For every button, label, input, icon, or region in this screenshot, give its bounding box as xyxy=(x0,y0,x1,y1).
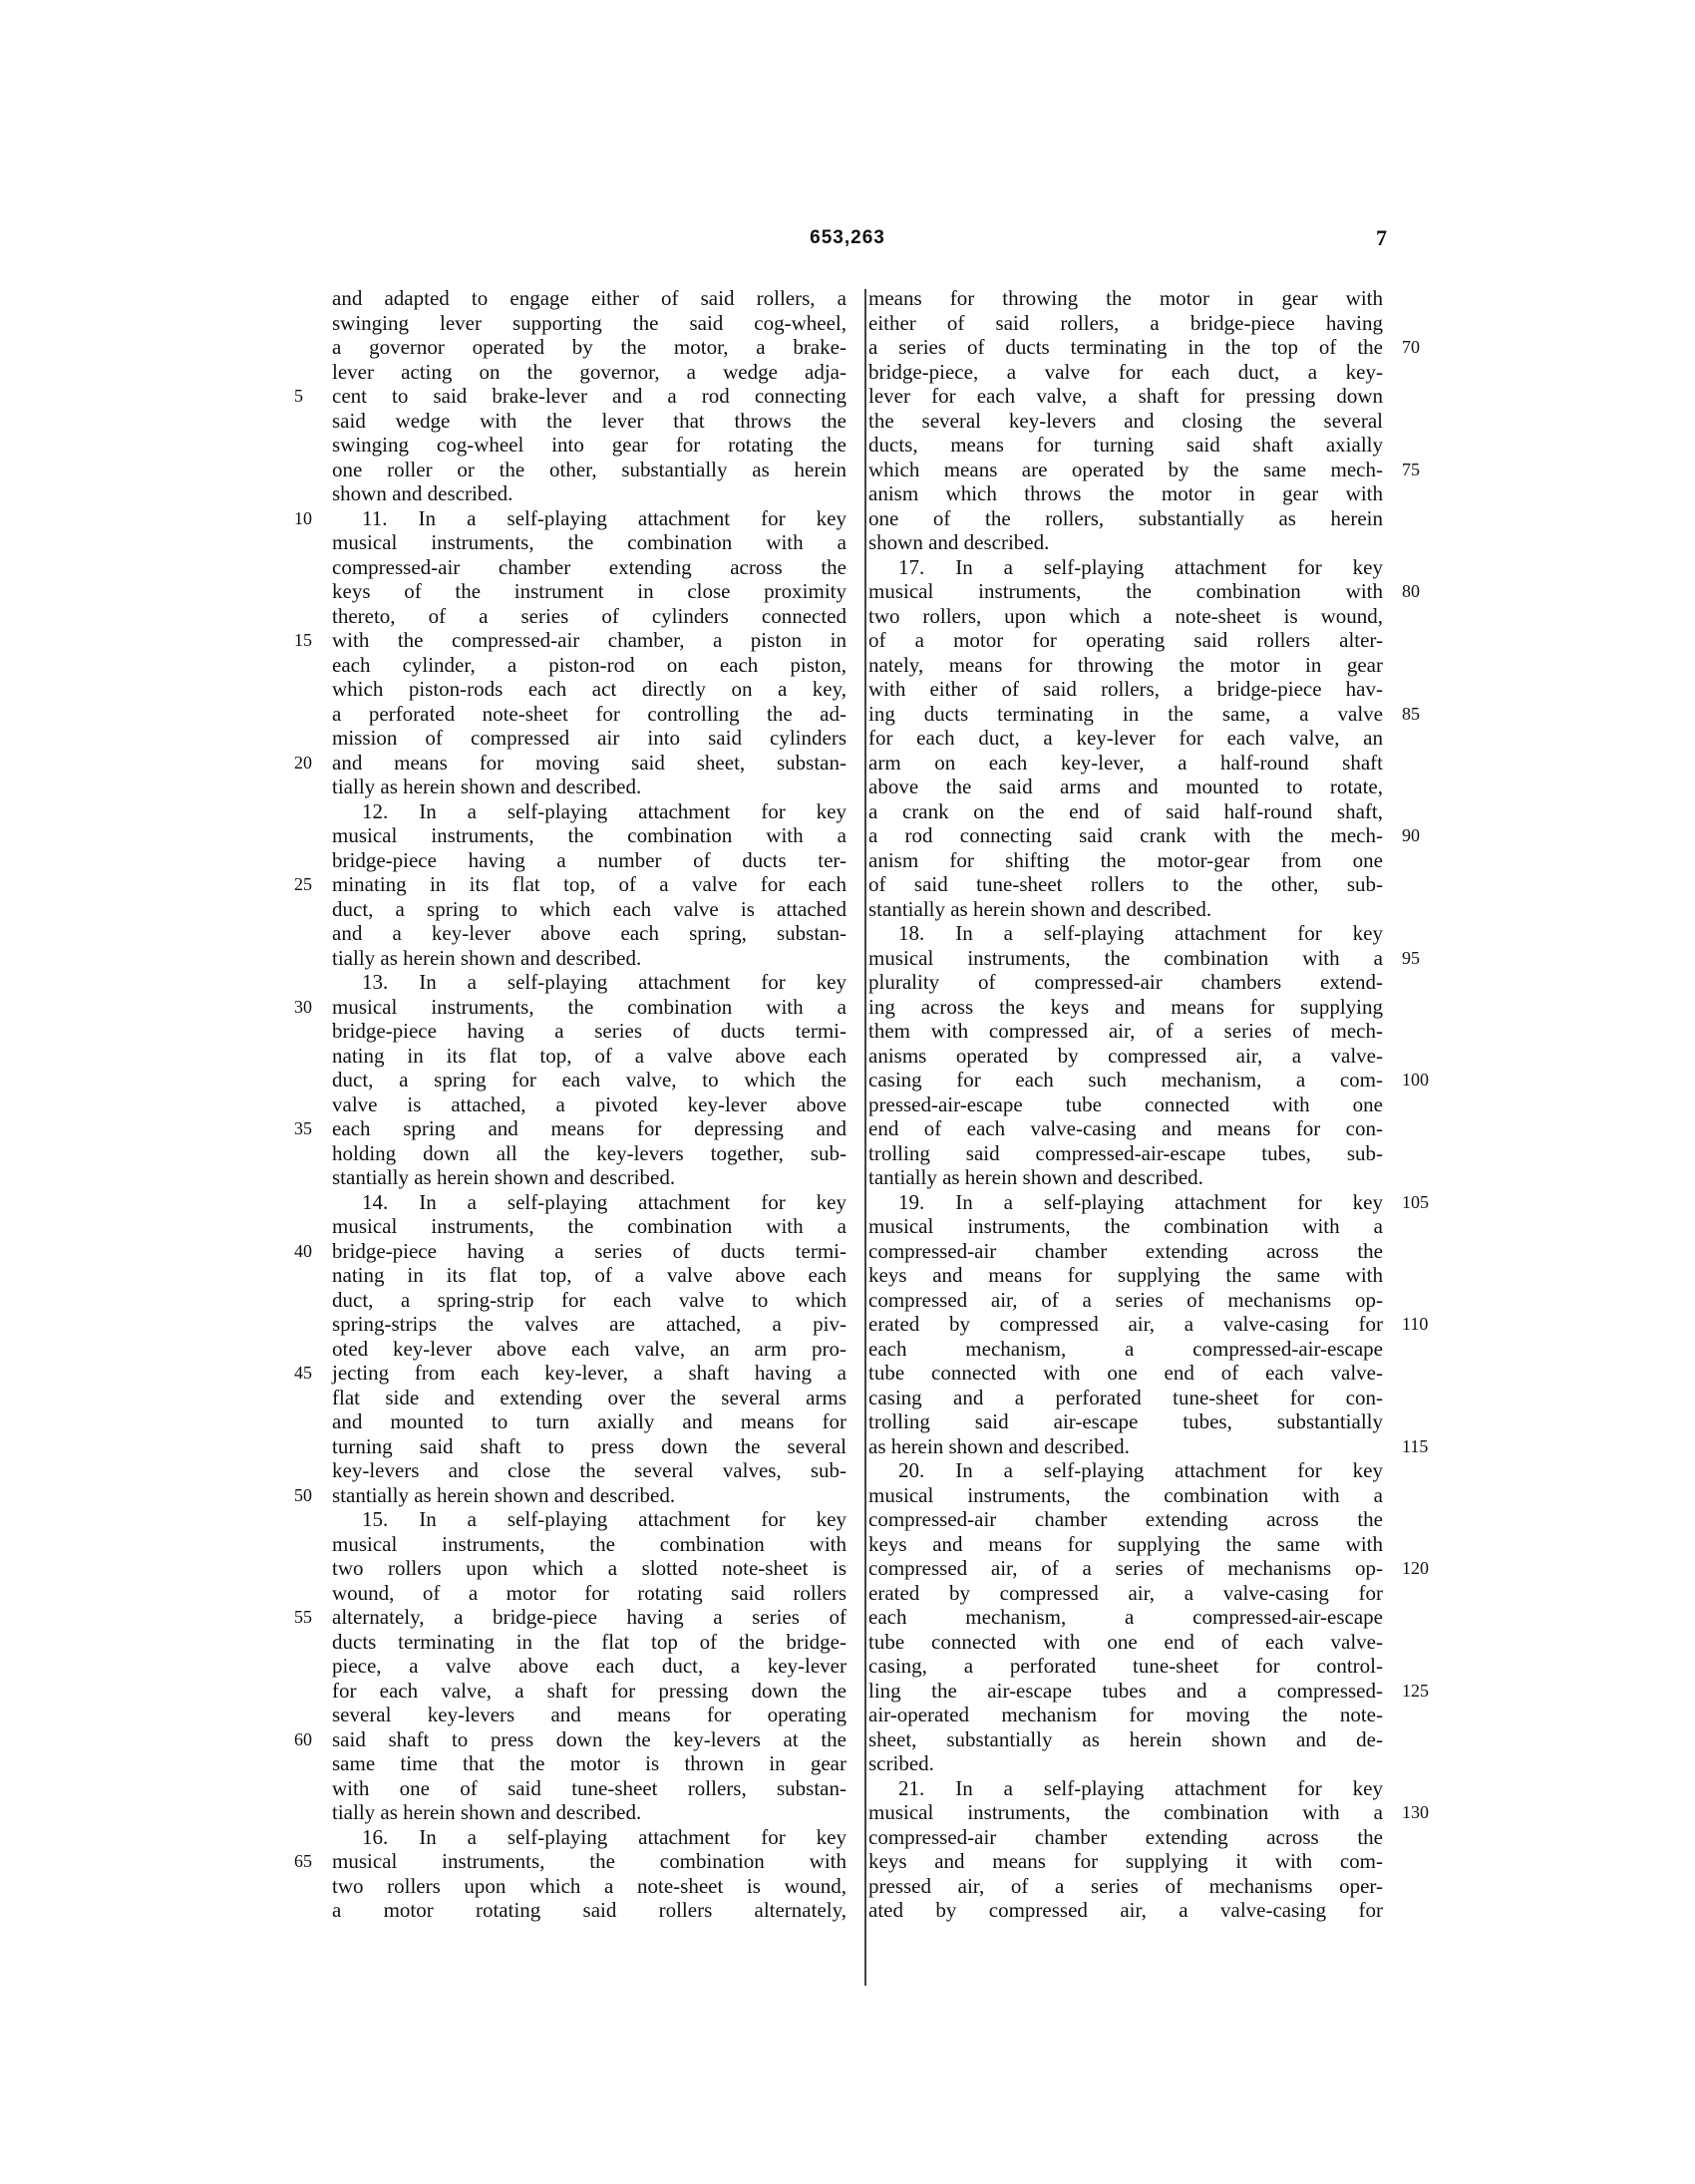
line-text: wound, of a motor for rotating said rollers xyxy=(332,1580,847,1605)
text-line xyxy=(332,702,847,727)
text-line xyxy=(868,457,1420,482)
text-line xyxy=(868,555,1383,580)
line-text: of said tune-sheet rollers to the other, sub- xyxy=(868,872,1383,896)
line-number: 50 xyxy=(294,1484,312,1505)
text-line xyxy=(332,335,847,360)
line-text: nating in its flat top, of a valve above each xyxy=(332,1043,847,1068)
line-text: ling the air-escape tubes and a compressed- xyxy=(868,1678,1383,1703)
line-text: and a key-lever above each spring, substan- xyxy=(332,921,847,945)
text-line xyxy=(868,1409,1383,1434)
line-text: tially as herein shown and described. xyxy=(332,775,642,798)
text-line xyxy=(332,1214,847,1239)
line-text: compressed-air chamber extending across the xyxy=(868,1238,1383,1263)
text-line xyxy=(332,481,847,506)
text-line xyxy=(868,1605,1383,1630)
text-line xyxy=(868,701,1420,727)
line-text: several key-levers and means for operating xyxy=(332,1703,847,1726)
line-text: musical instruments, the combination with a xyxy=(332,1214,847,1238)
text-line xyxy=(868,1751,1383,1776)
text-line xyxy=(332,1044,847,1069)
text-line xyxy=(868,1703,1383,1727)
text-line xyxy=(332,409,847,434)
line-text: anisms operated by compressed air, a valve- xyxy=(868,1043,1383,1068)
line-number: 55 xyxy=(294,1607,312,1627)
line-text: 20. In a self-playing attachment for key xyxy=(898,1458,1383,1482)
text-line xyxy=(868,1483,1383,1508)
line-text: musical instruments, the combination with a xyxy=(868,1800,1383,1824)
right-text-column xyxy=(868,286,1429,1923)
text-line xyxy=(332,360,847,385)
line-number: 115 xyxy=(1402,1435,1429,1456)
line-text: lever acting on the governor, a wedge adja- xyxy=(332,359,847,384)
line-text: 14. In a self-playing attachment for key xyxy=(362,1189,847,1214)
line-number: 75 xyxy=(1402,459,1420,479)
line-text: pressed air, of a series of mechanisms oper- xyxy=(868,1873,1383,1898)
text-line xyxy=(294,1116,847,1141)
line-text: shown and described. xyxy=(332,481,513,505)
text-line xyxy=(868,1312,1429,1337)
text-line xyxy=(868,1044,1383,1069)
line-number: 120 xyxy=(1402,1558,1429,1578)
text-line xyxy=(332,1703,847,1727)
text-line xyxy=(868,1433,1429,1459)
line-text: anism for shifting the motor-gear from one xyxy=(868,847,1383,872)
line-text: which means are operated by the same mech- xyxy=(868,457,1383,481)
text-line xyxy=(332,726,847,751)
line-text: stantially as herein shown and described. xyxy=(332,1482,676,1507)
text-line xyxy=(332,1386,847,1410)
line-text: and means for moving said sheet, substan- xyxy=(332,750,847,775)
line-text: them with compressed air, of a series of mech- xyxy=(868,1019,1383,1043)
line-number: 105 xyxy=(1402,1191,1429,1212)
line-number: 80 xyxy=(1402,581,1420,601)
line-text: cent to said brake-lever and a rod connecting xyxy=(332,384,847,408)
text-line xyxy=(332,1679,847,1704)
text-line xyxy=(868,848,1383,873)
line-text: keys and means for supplying the same with xyxy=(868,1531,1383,1556)
line-text: tube connected with one end of each valve- xyxy=(868,1361,1383,1385)
line-text: said wedge with the lever that throws the xyxy=(332,408,847,433)
text-line xyxy=(868,1189,1429,1215)
text-line xyxy=(332,921,847,946)
text-line xyxy=(868,311,1383,336)
text-line xyxy=(332,1263,847,1288)
page-number: 7 xyxy=(1376,225,1387,250)
line-text: mission of compressed air into said cylinders xyxy=(332,726,847,750)
line-text: casing and a perforated tune-sheet for con- xyxy=(868,1385,1383,1409)
text-line xyxy=(332,530,847,555)
line-text: two rollers upon which a note-sheet is wound, xyxy=(332,1873,847,1898)
line-text: said shaft to press down the key-levers at the xyxy=(332,1726,847,1751)
line-text: duct, a spring for each valve, to which the xyxy=(332,1068,847,1092)
line-text: of a motor for operating said rollers alter- xyxy=(868,628,1383,652)
text-line xyxy=(868,1800,1429,1825)
line-text: 13. In a self-playing attachment for key xyxy=(362,970,847,994)
line-text: plurality of compressed-air chambers extend- xyxy=(868,970,1383,994)
text-line xyxy=(332,1507,847,1532)
text-line xyxy=(868,1214,1383,1239)
column-divider xyxy=(864,289,866,1986)
line-text: a governor operated by the motor, a brake- xyxy=(332,335,847,359)
text-line xyxy=(332,1556,847,1581)
line-text: bridge-piece having a series of ducts termi- xyxy=(332,1019,847,1043)
line-text: with one of said tune-sheet rollers, substan- xyxy=(332,1775,847,1800)
text-line xyxy=(332,1874,847,1899)
text-line xyxy=(868,360,1383,385)
line-text: stantially as herein shown and described. xyxy=(332,1165,676,1189)
text-line xyxy=(294,1482,847,1508)
line-text: musical instruments, the combination with a xyxy=(868,1482,1383,1507)
text-line xyxy=(868,1386,1383,1410)
text-line xyxy=(868,604,1383,629)
text-line xyxy=(868,481,1383,506)
line-text: keys of the instrument in close proximity xyxy=(332,579,847,603)
text-line xyxy=(332,458,847,482)
line-text: ducts, means for turning said shaft axially xyxy=(868,433,1383,457)
line-text: duct, a spring-strip for each valve to which xyxy=(332,1287,847,1312)
line-number: 60 xyxy=(294,1728,312,1749)
text-line xyxy=(294,505,847,531)
text-line xyxy=(868,628,1383,653)
text-line xyxy=(868,1825,1383,1850)
line-text: musical instruments, the combination with xyxy=(332,1531,847,1556)
line-text: nating in its flat top, of a valve above each xyxy=(332,1263,847,1287)
line-text: minating in its flat top, of a valve for each xyxy=(332,872,847,896)
line-text: casing, a perforated tune-sheet for control- xyxy=(868,1654,1383,1678)
text-line xyxy=(868,799,1383,824)
line-text: erated by compressed air, a valve-casing for xyxy=(868,1312,1383,1336)
line-text: above the said arms and mounted to rotate, xyxy=(868,775,1383,798)
line-text: jecting from each key-lever, a shaft having a xyxy=(332,1361,847,1385)
text-line xyxy=(332,1434,847,1459)
line-text: musical instruments, the combination with a xyxy=(332,994,847,1019)
line-text: ducts terminating in the flat top of the bridge- xyxy=(332,1629,847,1654)
text-line xyxy=(868,1361,1383,1386)
text-line xyxy=(868,1678,1429,1704)
text-line xyxy=(868,1116,1383,1141)
text-line xyxy=(868,286,1383,311)
text-line xyxy=(868,1630,1383,1655)
text-line xyxy=(868,1288,1383,1313)
text-line xyxy=(868,1776,1383,1801)
line-text: trolling said air-escape tubes, substantially xyxy=(868,1409,1383,1433)
text-line xyxy=(294,1726,847,1752)
line-text: a series of ducts terminating in the top of the xyxy=(868,335,1383,359)
text-line xyxy=(332,1409,847,1434)
text-line xyxy=(868,653,1383,678)
text-line xyxy=(332,1532,847,1557)
line-number: 25 xyxy=(294,874,312,894)
text-line xyxy=(868,1263,1383,1288)
text-line xyxy=(332,1068,847,1092)
line-text: thereto, of a series of cylinders connected xyxy=(332,603,847,628)
text-line xyxy=(294,628,847,653)
line-text: air-operated mechanism for moving the note- xyxy=(868,1703,1383,1726)
text-line xyxy=(332,970,847,995)
line-text: bridge-piece having a series of ducts termi- xyxy=(332,1238,847,1263)
text-line xyxy=(332,579,847,604)
line-text: 16. In a self-playing attachment for key xyxy=(362,1824,847,1849)
line-text: holding down all the key-levers together, sub- xyxy=(332,1140,847,1165)
line-number: 90 xyxy=(1402,825,1420,845)
line-text: end of each valve-casing and means for con- xyxy=(868,1116,1383,1140)
line-text: ing across the keys and means for supplying xyxy=(868,994,1383,1019)
text-line xyxy=(332,555,847,580)
text-line xyxy=(868,1337,1383,1362)
text-line xyxy=(868,409,1383,434)
text-line xyxy=(294,1849,847,1874)
line-text: ing ducts terminating in the same, a valve xyxy=(868,701,1383,726)
line-text: tantially as herein shown and described. xyxy=(868,1165,1203,1189)
text-line xyxy=(294,384,847,409)
text-line xyxy=(332,1288,847,1313)
line-text: spring-strips the valves are attached, a piv- xyxy=(332,1312,847,1336)
line-text: lever for each valve, a shaft for pressing down xyxy=(868,384,1383,408)
text-line xyxy=(332,1581,847,1606)
text-line xyxy=(868,433,1383,458)
text-line xyxy=(868,1239,1383,1264)
text-line xyxy=(332,775,847,799)
line-text: compressed-air chamber extending across the xyxy=(332,554,847,579)
text-line xyxy=(868,970,1383,995)
left-text-column xyxy=(294,286,847,1923)
line-text: each mechanism, a compressed-air-escape xyxy=(868,1605,1383,1629)
line-text: 12. In a self-playing attachment for key xyxy=(362,798,847,823)
line-text: shown and described. xyxy=(868,530,1050,554)
text-line xyxy=(332,604,847,629)
text-line xyxy=(332,677,847,702)
line-number: 65 xyxy=(294,1851,312,1871)
line-text: and adapted to engage either of said rollers, a xyxy=(332,286,847,310)
line-text: musical instruments, the combination with a xyxy=(868,945,1383,970)
line-text: bridge-piece having a number of ducts ter- xyxy=(332,847,847,872)
text-line xyxy=(332,946,847,971)
text-line xyxy=(294,1605,847,1630)
text-line xyxy=(868,335,1420,360)
line-text: compressed-air chamber extending across the xyxy=(868,1507,1383,1531)
text-line xyxy=(332,1825,847,1850)
text-line xyxy=(868,579,1420,604)
line-number: 20 xyxy=(294,752,312,773)
line-text: two rollers, upon which a note-sheet is wound, xyxy=(868,603,1383,628)
line-text: 19. In a self-playing attachment for key xyxy=(898,1189,1383,1214)
line-number: 5 xyxy=(294,386,303,406)
line-number: 30 xyxy=(294,996,312,1017)
text-line xyxy=(332,1800,847,1825)
text-line xyxy=(332,1141,847,1166)
text-line xyxy=(294,750,847,776)
line-text: 18. In a self-playing attachment for key xyxy=(898,921,1383,945)
line-text: each mechanism, a compressed-air-escape xyxy=(868,1336,1383,1361)
text-line xyxy=(868,1581,1383,1606)
line-text: arm on each key-lever, a half-round shaft xyxy=(868,750,1383,775)
line-text: keys and means for supplying the same with xyxy=(868,1263,1383,1287)
line-text: 17. In a self-playing attachment for key xyxy=(898,554,1383,579)
text-line xyxy=(332,1312,847,1337)
patent-number: 653,263 xyxy=(810,227,885,248)
line-text: stantially as herein shown and described. xyxy=(868,896,1212,921)
text-line xyxy=(868,1727,1383,1752)
text-line xyxy=(332,1092,847,1117)
text-line xyxy=(332,1337,847,1362)
line-number: 40 xyxy=(294,1240,312,1261)
text-line xyxy=(868,1019,1383,1044)
line-text: compressed air, of a series of mechanisms op- xyxy=(868,1556,1383,1580)
line-text: for each duct, a key-lever for each valve, an xyxy=(868,726,1383,750)
line-text: either of said rollers, a bridge-piece having xyxy=(868,310,1383,335)
line-text: a motor rotating said rollers alternately, xyxy=(332,1898,847,1922)
text-line xyxy=(332,1898,847,1923)
line-text: which piston-rods each act directly on a key, xyxy=(332,677,847,701)
line-text: tially as herein shown and described. xyxy=(332,945,642,970)
line-text: one of the rollers, substantially as herein xyxy=(868,505,1383,530)
line-text: sheet, substantially as herein shown and de- xyxy=(868,1726,1383,1751)
line-text: turning said shaft to press down the several xyxy=(332,1433,847,1458)
text-line xyxy=(868,1556,1429,1581)
line-number: 10 xyxy=(294,507,312,528)
line-text: swinging cog-wheel into gear for rotating the xyxy=(332,433,847,457)
line-text: same time that the motor is thrown in gear xyxy=(332,1751,847,1775)
line-text: compressed air, of a series of mechanisms op- xyxy=(868,1287,1383,1312)
line-text: piece, a valve above each duct, a key-lever xyxy=(332,1654,847,1678)
text-line xyxy=(868,1458,1383,1483)
line-text: bridge-piece, a valve for each duct, a key- xyxy=(868,359,1383,384)
line-number: 85 xyxy=(1402,703,1420,724)
text-line xyxy=(868,921,1383,946)
text-line xyxy=(868,872,1383,897)
line-text: duct, a spring to which each valve is attached xyxy=(332,896,847,921)
text-line xyxy=(332,1776,847,1801)
text-line xyxy=(868,726,1383,751)
text-line xyxy=(332,311,847,336)
line-text: valve is attached, a pivoted key-lever above xyxy=(332,1092,847,1116)
line-text: trolling said compressed-air-escape tubes, sub- xyxy=(868,1140,1383,1165)
text-line xyxy=(294,994,847,1020)
line-text: casing for each such mechanism, a com- xyxy=(868,1068,1383,1092)
text-line xyxy=(868,1532,1383,1557)
line-text: 21. In a self-playing attachment for key xyxy=(898,1775,1383,1800)
text-line xyxy=(868,751,1383,776)
line-text: musical instruments, the combination with a xyxy=(332,823,847,847)
text-line xyxy=(294,872,847,897)
line-text: tube connected with one end of each valve- xyxy=(868,1629,1383,1654)
text-line xyxy=(332,1165,847,1190)
line-text: ated by compressed air, a valve-casing for xyxy=(868,1898,1383,1922)
line-text: each cylinder, a piston-rod on each piston, xyxy=(332,652,847,677)
line-text: with either of said rollers, a bridge-piece hav- xyxy=(868,677,1383,701)
text-line xyxy=(294,1238,847,1264)
line-text: and mounted to turn axially and means for xyxy=(332,1409,847,1433)
text-line xyxy=(868,1068,1429,1092)
line-text: as herein shown and described. xyxy=(868,1433,1130,1458)
text-line xyxy=(868,1898,1383,1923)
text-line xyxy=(868,384,1383,409)
line-text: swinging lever supporting the said cog-wheel, xyxy=(332,310,847,335)
text-line xyxy=(868,530,1383,555)
line-text: 11. In a self-playing attachment for key xyxy=(362,505,847,530)
line-text: 15. In a self-playing attachment for key xyxy=(362,1507,847,1531)
line-text: flat side and extending over the several arms xyxy=(332,1385,847,1409)
line-text: nately, means for throwing the motor in gear xyxy=(868,652,1383,677)
line-text: erated by compressed air, a valve-casing for xyxy=(868,1580,1383,1605)
line-text: for each valve, a shaft for pressing down the xyxy=(332,1678,847,1703)
text-line xyxy=(332,1019,847,1044)
line-text: anism which throws the motor in gear with xyxy=(868,481,1383,505)
text-line xyxy=(868,945,1420,971)
line-text: key-levers and close the several valves, sub- xyxy=(332,1458,847,1482)
text-line xyxy=(868,1141,1383,1166)
text-line xyxy=(332,433,847,458)
line-text: a rod connecting said crank with the mech- xyxy=(868,823,1383,847)
text-line xyxy=(868,775,1383,799)
text-line xyxy=(332,1630,847,1655)
text-line xyxy=(332,823,847,848)
text-line xyxy=(868,1165,1383,1190)
line-text: each spring and means for depressing and xyxy=(332,1116,847,1140)
line-number: 15 xyxy=(294,630,312,650)
line-text: compressed-air chamber extending across the xyxy=(868,1824,1383,1849)
line-text: the several key-levers and closing the several xyxy=(868,408,1383,433)
line-text: a perforated note-sheet for controlling the ad- xyxy=(332,701,847,726)
text-line xyxy=(332,286,847,311)
text-line xyxy=(868,1874,1383,1899)
text-line xyxy=(294,1361,847,1386)
text-line xyxy=(332,1654,847,1679)
line-text: pressed-air-escape tube connected with one xyxy=(868,1092,1383,1116)
text-line xyxy=(332,848,847,873)
line-number: 130 xyxy=(1402,1802,1429,1822)
line-text: scribed. xyxy=(868,1751,934,1775)
line-text: one roller or the other, substantially as herein xyxy=(332,457,847,481)
text-line xyxy=(332,1190,847,1215)
line-number: 45 xyxy=(294,1363,312,1383)
text-line xyxy=(868,823,1420,848)
text-line xyxy=(868,897,1383,922)
line-text: musical instruments, the combination with xyxy=(868,579,1383,603)
text-line xyxy=(332,897,847,922)
line-text: oted key-lever above each valve, an arm pro- xyxy=(332,1336,847,1361)
line-text: a crank on the end of said half-round shaft, xyxy=(868,798,1383,823)
line-number: 95 xyxy=(1402,947,1420,968)
line-text: musical instruments, the combination with a xyxy=(868,1214,1383,1238)
text-line xyxy=(868,995,1383,1020)
text-line xyxy=(332,1458,847,1483)
line-text: keys and means for supplying it with com- xyxy=(868,1849,1383,1873)
line-number: 35 xyxy=(294,1118,312,1138)
text-line xyxy=(332,653,847,678)
text-line xyxy=(868,1507,1383,1532)
text-line xyxy=(332,799,847,824)
text-line xyxy=(868,1849,1383,1874)
text-line xyxy=(332,1751,847,1776)
line-number: 70 xyxy=(1402,337,1420,357)
text-line xyxy=(868,506,1383,531)
line-text: musical instruments, the combination with xyxy=(332,1849,847,1873)
line-text: means for throwing the motor in gear with xyxy=(868,286,1383,310)
line-text: with the compressed-air chamber, a piston in xyxy=(332,628,847,652)
line-text: two rollers upon which a slotted note-sheet is xyxy=(332,1556,847,1580)
line-text: tially as herein shown and described. xyxy=(332,1800,642,1824)
line-number: 100 xyxy=(1402,1070,1429,1090)
text-line xyxy=(868,1092,1383,1117)
line-text: musical instruments, the combination with a xyxy=(332,530,847,554)
line-number: 110 xyxy=(1402,1314,1429,1334)
line-text: alternately, a bridge-piece having a series of xyxy=(332,1605,847,1629)
line-number: 125 xyxy=(1402,1680,1429,1701)
text-line xyxy=(868,1654,1383,1679)
text-line xyxy=(868,677,1383,702)
